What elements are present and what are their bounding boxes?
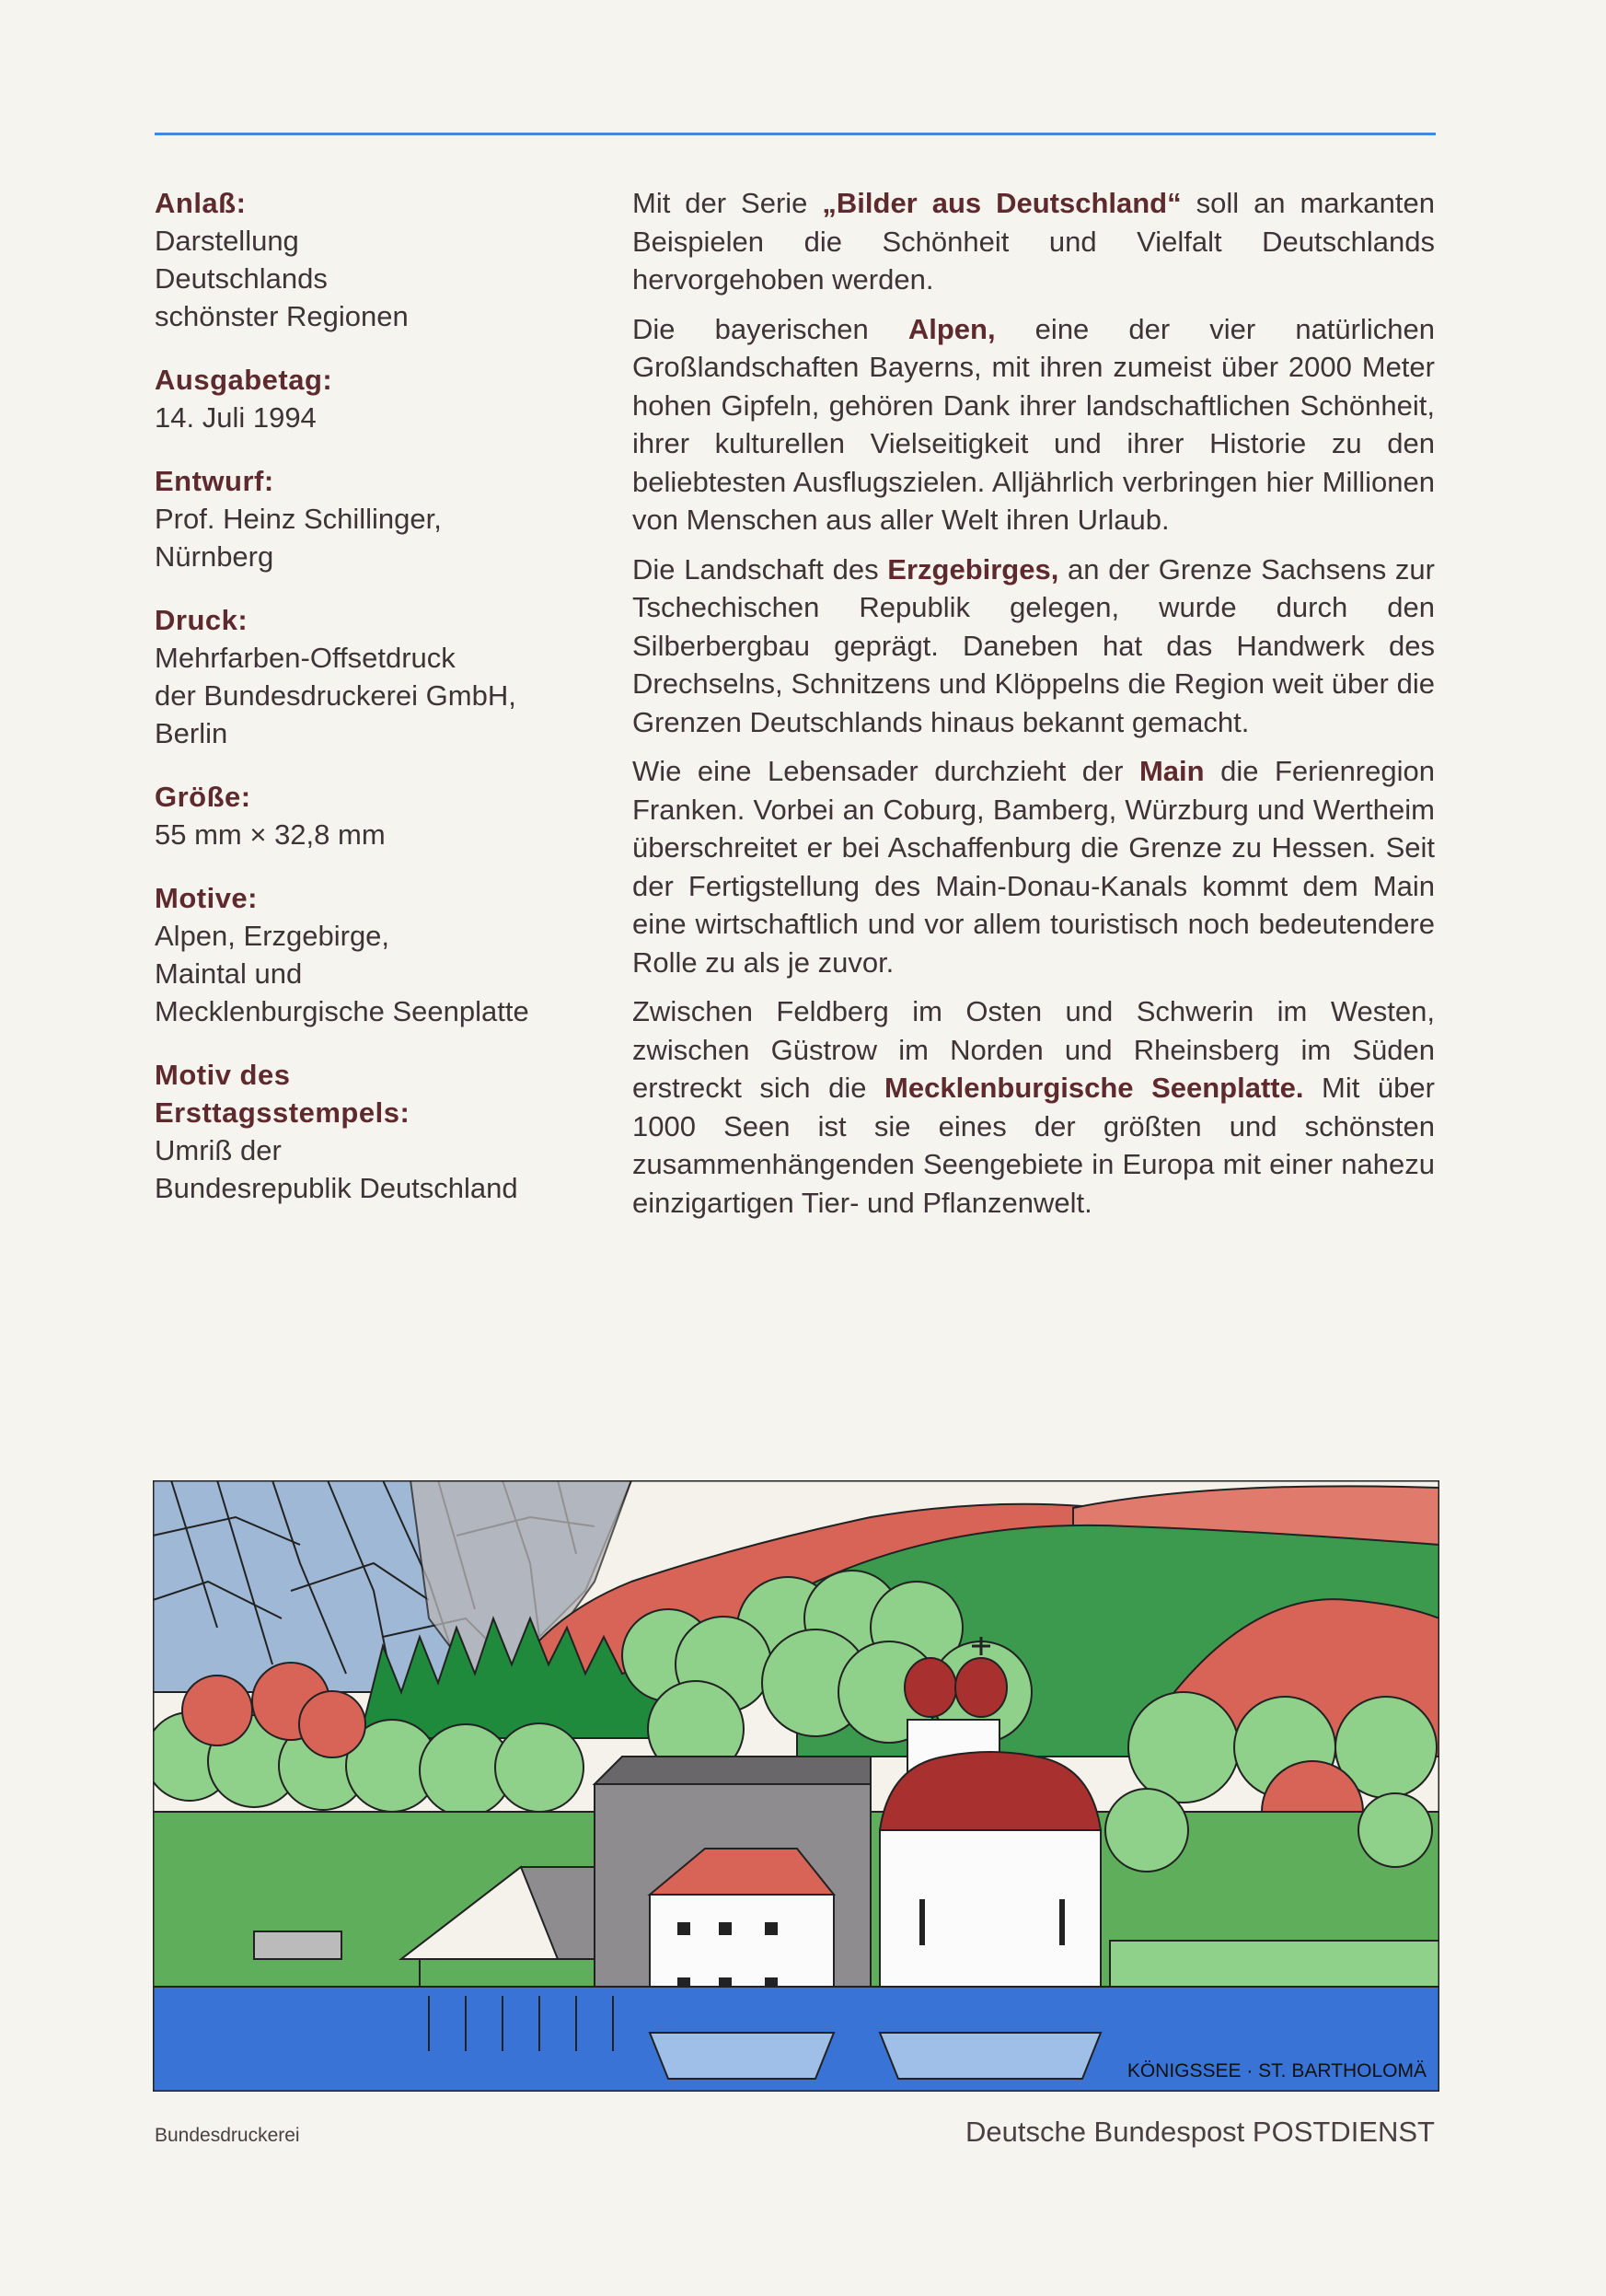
info-value-line: Nürnberg [155,540,274,573]
paragraph-seenplatte [632,992,1435,1222]
publisher-line: Deutsche Bundespost POSTDIENST [965,2116,1435,2148]
info-label: Druck: [155,604,248,636]
info-value-line: 14. Juli 1994 [155,401,317,434]
paragraph-text: Die bayerischen [632,312,908,345]
info-label: Größe: [155,781,251,813]
paragraph-intro [632,184,1435,299]
paragraph-keyword: Erzgebirges, [887,552,1059,586]
info-label: Entwurf: [155,465,274,497]
paragraph-main [632,752,1435,981]
koenigssee-illustration [153,1480,1439,2092]
paragraph-text: die Ferienregion Franken. Vorbei an Coburg, Bamberg, Würzburg und Wertheim überschreitet er bei Aschaffenburg die Grenze zu Hessen. Seit der Fertigstellung des Main-Donau-Kanals kommt dem Main eine wirtschaftlich und vor allem touristisch noch bedeutendere Rolle zu als je zuvor. [632,755,1435,979]
info-column [155,184,615,1233]
paragraph-text: Mit über 1000 Seen ist sie eines der größten und schönsten zusammenhängenden Seengebiete in Europa mit einer nahezu einzigartigen Tier- und Pflanzenwelt. [632,1072,1435,1219]
illustration-caption: KÖNIGSSEE · ST. BARTHOLOMÄ [1127,2060,1427,2081]
paragraph-text: Zwischen Feldberg im Osten und Schwerin im Westen, zwischen Güstrow im Norden und Rheinsberg im Süden erstreckt sich die [632,995,1435,1104]
info-section-occasion [155,184,615,335]
paragraph-text: an der Grenze Sachsens zur Tschechischen Republik gelegen, wurde durch den Silberbergbau geprägt. Daneben hat das Handwerk des Drechselns, Schnitzens und Klöppelns die Region weit über die Grenzen Deutschlands hinaus bekannt gemacht. [632,552,1435,738]
info-label: Motive: [155,882,258,914]
paragraph-text: Die Landschaft des [632,552,888,586]
info-value-line: Deutschlands [155,262,328,295]
paragraph-text: soll an markanten Beispielen die Schönheit und Vielfalt Deutschlands hervorgehoben werden. [632,187,1435,296]
paragraph-keyword: „Bilder aus Deutschland“ [822,187,1182,219]
paragraph-erzgebirge [632,551,1435,742]
info-label: Ausgabetag: [155,364,333,396]
info-value-line: Maintal und [155,957,303,990]
paragraph-keyword: Main [1138,755,1205,787]
printer-imprint: Bundesdruckerei [155,2125,300,2146]
info-section-stamp-motif [155,1056,615,1207]
paragraph-text: Mit der Serie [632,187,823,219]
paragraph-text: Wie eine Lebensader durchzieht der [632,755,1139,787]
info-label: Anlaß: [155,187,247,219]
info-section-size [155,778,615,853]
info-value-line: schönster Regionen [155,300,409,332]
top-rule [155,133,1436,135]
paragraph-text: eine der vier natürlichen Großlandschaften Bayerns, mit ihren zumeist über 2000 Meter hohen Gipfeln, gehören Dank ihrer landschaftlichen Schönheit, ihrer kulturellen Vielseitigkeit und ihrer Historie zu den beliebtesten Ausflugszielen. Alljährlich verbringen hier Millionen von Menschen aus aller Welt ihren Urlaub. [632,312,1435,536]
info-section-design [155,462,615,575]
info-value-line: Darstellung [155,225,299,257]
description-column [632,184,1435,1233]
info-value-line: 55 mm × 32,8 mm [155,818,386,851]
info-value-line: Mehrfarben-Offsetdruck [155,642,456,674]
info-value-line: Mecklenburgische Seenplatte [155,995,529,1027]
info-value-line: der Bundesdruckerei GmbH, [155,679,516,712]
info-value-line: Bundesrepublik Deutschland [155,1172,518,1204]
info-section-issue-date [155,361,615,436]
info-value-line: Berlin [155,717,228,749]
paragraph-alps [632,310,1435,539]
info-value-line: Prof. Heinz Schillinger, [155,503,442,535]
paragraph-keyword: Alpen, [907,312,996,345]
info-value-line: Alpen, Erzgebirge, [155,920,390,952]
paragraph-keyword: Mecklenburgische Seenplatte. [884,1072,1304,1104]
info-section-motifs [155,879,615,1030]
info-label: Motiv des Ersttagsstempels: [155,1059,410,1129]
info-section-print [155,601,615,752]
info-value-line: Umriß der [155,1134,282,1166]
